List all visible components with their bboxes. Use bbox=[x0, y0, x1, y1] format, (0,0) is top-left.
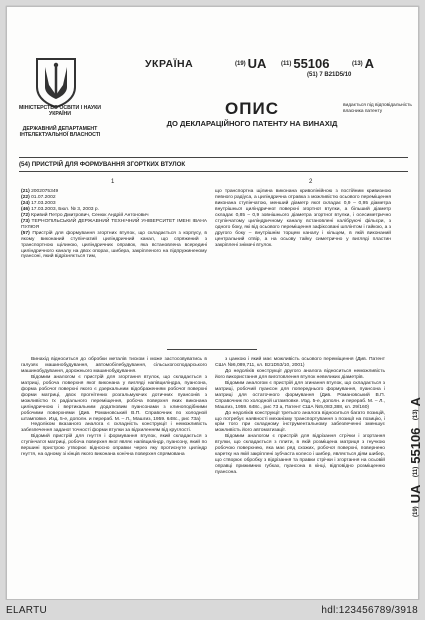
kind-code-block bbox=[352, 55, 374, 73]
body-paragraph: Недоліком вказаного аналога є складність конструкції і неможливість забезпечення заданої точності форми втулки за відхиленням від круглості. bbox=[21, 422, 207, 434]
divider bbox=[19, 157, 408, 158]
body-paragraph: Відомий пристрій для гнуття і формування втулок, який складається з ступінчатої матриці, робоча поверхня якої являє напівциліндр, пуансону, який по вершині пристрою утворює відносно оправки через яку протиснуте циліндр гнуття, на одному зі кінців якого виконана конічна поверхня спрямована bbox=[21, 434, 207, 458]
vertical-patent-id: (19)UA (11)55106 (13)A bbox=[408, 397, 424, 517]
code-13: (13) bbox=[352, 60, 363, 67]
biblio-row: (24) 17.03.2003 bbox=[21, 200, 56, 206]
patent-number-block bbox=[281, 55, 330, 73]
ipc-classification bbox=[307, 72, 351, 78]
body-right-column bbox=[215, 357, 385, 593]
body-paragraph: До недоліків конструкції третього аналога відноситься багато позицій, що потребує наявності механізму транспортування з позиції на позицію, і крім того при складному інструментальному забезпеченні зменшує можливість його автоматизації. bbox=[215, 410, 385, 434]
biblio-row: (21) 2002075349 bbox=[21, 189, 59, 194]
biblio-row: (72) Кривий Петро Дмитрович, Сенюк Андрій Антонович bbox=[21, 212, 149, 218]
publication-note: видається під відповідальність власника патенту bbox=[343, 103, 412, 114]
body-paragraph: Відомим аналогом є пристрій для відрізання стрічки і згортання втулки, що складається з плити, в якій розміщена матриця з гнучкою робочою поверхнею, яка має ряд схожих, робочої поверхні, повернено каретку на якій закріплені зубчаста колесо і шибер, являється діям шибер, що створює обробку з відрізання та правки стрічки і згортання на осьовій оправці прижимних губках, пуансона в кінці, відповідно розміщенню пуансона. bbox=[215, 434, 385, 476]
document-subtitle: ДО ДЕКЛАРАЦІЙНОГО ПАТЕНТУ НА ВИНАХІД bbox=[166, 119, 338, 128]
body-left-column bbox=[21, 357, 207, 593]
country-name: УКРАЇНА bbox=[145, 58, 194, 70]
kind-code: A bbox=[364, 56, 375, 72]
document-title: ОПИС bbox=[225, 99, 279, 118]
abstract-continuation: що транспортна щілина виконана криволінійною з постійним кривизною певного радіуса, а циліндрична отравка з можливістю осьового переміщення виконана ступінчатою, менший діаметр якої складає 0,9 – 0,95 діаметра внутрішньої циліндричної поверхні згортної втулки, а більший діаметр складає 0,85 – 0,9 зовнішнього діаметра згортної втулки, і осесиметрично ступінчатому циліндричному каналу встановлені калібруючі фільєри, з одного боку, які від осьового переміщення зафіксовані шплінтом і гайкою, а з другого боку – внутрішнім торцем каналу і кільцем, в якій виконаний центральний отвір, а на осьову тайку симетрично у вигляді пластин закріплені знімачі втулок. bbox=[215, 189, 391, 248]
patent-number: 55106 bbox=[293, 56, 330, 72]
country-code: UA bbox=[247, 56, 267, 72]
handle-link[interactable]: hdl:123456789/3918 bbox=[321, 605, 418, 616]
bibliographic-data bbox=[21, 189, 207, 231]
code-11: (11) bbox=[281, 60, 292, 67]
ukraine-coat-of-arms-icon bbox=[33, 55, 79, 109]
divider bbox=[167, 349, 257, 350]
country-code-block bbox=[235, 55, 266, 73]
ministry-name: МІНІСТЕРСТВО ОСВІТИ І НАУКИ УКРАЇНИ bbox=[18, 105, 101, 117]
body-paragraph: Відомим аналогом є пристрій для згортання втулок, що складається з матриці, робоча поверхня якої виконана у вигляді напівциліндра, пуансона, форма робочої поверхні якого є дзеркальним відображенням робочої поверхні форми матриці, двох прогнітених розгальмуючих дотичних пуансонів з можливістю їх радіального переміщення, робоча поверхня яких виконана циліндричною і вертикальним додатковим пуансонами з клиноподібними робочими поверхнями (Див. Романовський В.П. Справочник по холодной штамповке. Изд. 5-е, дополн. и перераб. М. – Л., Машгиз, 1959. 648с., рис 73а) bbox=[21, 374, 207, 422]
left-column-top bbox=[21, 189, 207, 309]
body-paragraph: До недоліків конструкції другого аналога відноситься неможливість його використання для виготовлення втулок невеликих діаметрів. bbox=[215, 368, 385, 380]
body-paragraph: з цанкою і який має можливість осьового переміщення (Див. Патент США №6,089,711, кл. B21D53/10, 2001) bbox=[215, 357, 385, 368]
divider bbox=[19, 171, 408, 172]
body-paragraph: Відомим аналогом є пристрій для згинання втулок, що складається з матриці, робочий пуансон для попереднього формування, пуансона і матриці для остаточного формування (Див. Романовський В.П. Справочник по холодной штамповке. Изд. 5-е, дополн. и перераб. М. – Л., Машгиз, 1959. 648с., рис 73 а, Патент США №5,083,388, кл. 29/160) bbox=[215, 380, 385, 410]
invention-title: (54) ПРИСТРІЙ ДЛЯ ФОРМУВАННЯ ЗГОРТКИХ ВТУЛОК bbox=[19, 161, 186, 168]
abstract: (57) Пристрій для формування згортних втулок, що складається з корпусу, в якому виконаний ступінчатий циліндричний канал, що спряжений з транспортною щілиною, циліндричних оправок, яка встановлена всередині циліндричного каналу на двох опорах, шибера, закріпленого на підпружиненому пуансоні, який відрізняється тим, bbox=[21, 230, 207, 260]
code-19: (19) bbox=[235, 60, 246, 67]
biblio-row: (46) 17.03.2003, Бюл. № 3, 2003 р. bbox=[21, 206, 99, 212]
patent-page bbox=[6, 6, 424, 600]
biblio-row: (73) ТЕРНОПІЛЬСЬКИЙ ДЕРЖАВНИЙ ТЕХНІЧНИЙ УНІВЕРСИТЕТ ІМЕНІ ІВАНА ПУЛЮЯ bbox=[21, 218, 208, 230]
ipc-code: B21D5/10 bbox=[324, 72, 352, 78]
repository-name: ELARTU bbox=[6, 605, 48, 616]
department-name: ДЕРЖАВНИЙ ДЕПАРТАМЕНТ ІНТЕЛЕКТУАЛЬНОЇ ВЛАСНОСТІ bbox=[19, 126, 101, 138]
right-column-top bbox=[215, 189, 391, 309]
column-number-2: 2 bbox=[309, 179, 313, 185]
column-number-1: 1 bbox=[111, 179, 115, 185]
body-paragraph: Винахід відноситься до обробки металів тиском і може застосовуватись в галузях машинобудування, автомобілебудування, сільськогосподарського машинобудування, дорожнього машинобудування. bbox=[21, 357, 207, 374]
biblio-row: (22) 01.07.2002 bbox=[21, 194, 56, 200]
code-51: (51) 7 bbox=[307, 72, 323, 78]
